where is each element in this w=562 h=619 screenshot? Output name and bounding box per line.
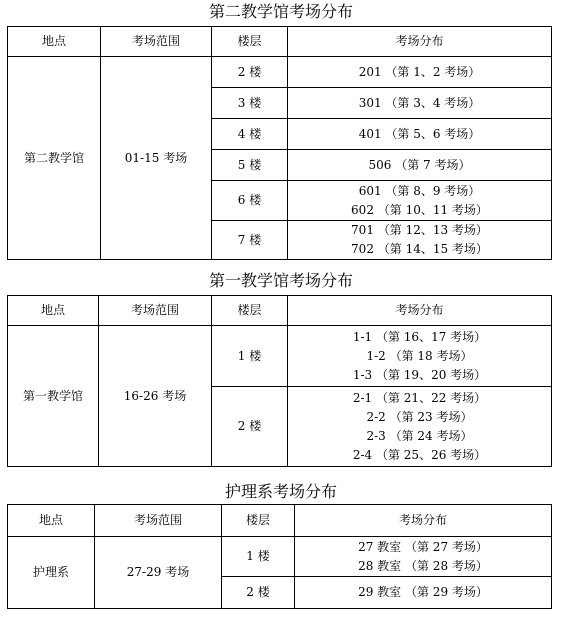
distribution-cell bbox=[288, 119, 552, 150]
room-line: 2-2 （第 23 考场） bbox=[366, 409, 473, 424]
distribution-cell bbox=[288, 88, 552, 119]
exam-table bbox=[7, 26, 552, 260]
header-floor: 楼层 bbox=[222, 505, 295, 537]
header-row bbox=[8, 505, 552, 537]
table-row bbox=[8, 57, 552, 88]
range-cell: 01-15 考场 bbox=[101, 57, 212, 260]
room-line: 201 （第 1、2 考场） bbox=[358, 64, 481, 79]
floor-cell: 5 楼 bbox=[212, 150, 288, 181]
header-row bbox=[8, 296, 552, 326]
floor-cell: 1 楼 bbox=[222, 537, 295, 577]
room-line: 29 教室 （第 29 考场） bbox=[358, 585, 488, 599]
range-cell: 16-26 考场 bbox=[99, 326, 212, 467]
room-line: 401 （第 5、6 考场） bbox=[358, 126, 481, 141]
table-row bbox=[8, 537, 552, 577]
location-cell: 护理系 bbox=[8, 537, 95, 609]
exam-table bbox=[7, 504, 552, 609]
header-distribution: 考场分布 bbox=[295, 505, 552, 537]
room-line: 506 （第 7 考场） bbox=[368, 157, 471, 172]
distribution-cell bbox=[288, 150, 552, 181]
room-line: 602 （第 10、11 考场） bbox=[351, 202, 488, 217]
section-title: 第一教学馆考场分布 bbox=[208, 271, 353, 290]
header-distribution: 考场分布 bbox=[288, 27, 552, 57]
floor-cell: 4 楼 bbox=[212, 119, 288, 150]
distribution-cell bbox=[288, 326, 552, 387]
room-line: 701 （第 12、13 考场） bbox=[351, 223, 488, 237]
room-line: 2-4 （第 25、26 考场） bbox=[352, 447, 487, 462]
room-line: 2-3 （第 24 考场） bbox=[366, 428, 473, 443]
room-line: 601 （第 8、9 考场） bbox=[358, 183, 481, 198]
room-line: 301 （第 3、4 考场） bbox=[358, 95, 481, 110]
header-distribution: 考场分布 bbox=[288, 296, 552, 326]
section-title: 护理系考场分布 bbox=[224, 482, 337, 501]
floor-cell: 1 楼 bbox=[212, 326, 288, 387]
floor-cell: 2 楼 bbox=[222, 577, 295, 609]
floor-cell: 2 楼 bbox=[212, 57, 288, 88]
room-line: 28 教室 （第 28 考场） bbox=[358, 558, 488, 573]
distribution-cell bbox=[288, 387, 552, 467]
header-range: 考场范围 bbox=[99, 296, 212, 326]
location-cell: 第二教学馆 bbox=[8, 57, 101, 260]
header-range: 考场范围 bbox=[101, 27, 212, 57]
distribution-cell bbox=[288, 181, 552, 221]
header-floor: 楼层 bbox=[212, 296, 288, 326]
room-line: 702 （第 14、15 考场） bbox=[351, 242, 488, 256]
floor-cell: 2 楼 bbox=[212, 387, 288, 467]
header-floor: 楼层 bbox=[212, 27, 288, 57]
room-line: 1-2 （第 18 考场） bbox=[366, 348, 473, 363]
floor-cell: 7 楼 bbox=[212, 221, 288, 260]
distribution-cell bbox=[288, 221, 552, 260]
floor-cell: 6 楼 bbox=[212, 181, 288, 221]
header-row bbox=[8, 27, 552, 57]
floor-cell: 3 楼 bbox=[212, 88, 288, 119]
header-location: 地点 bbox=[8, 505, 95, 537]
room-line: 27 教室 （第 27 考场） bbox=[358, 539, 488, 554]
distribution-cell bbox=[295, 537, 552, 577]
room-line: 1-3 （第 19、20 考场） bbox=[352, 367, 487, 382]
header-location: 地点 bbox=[8, 27, 101, 57]
range-cell: 27-29 考场 bbox=[95, 537, 222, 609]
distribution-cell bbox=[295, 577, 552, 609]
room-line: 1-1 （第 16、17 考场） bbox=[352, 329, 487, 344]
header-range: 考场范围 bbox=[95, 505, 222, 537]
table-row bbox=[8, 326, 552, 387]
exam-table bbox=[7, 295, 552, 467]
distribution-cell bbox=[288, 57, 552, 88]
room-line: 2-1 （第 21、22 考场） bbox=[352, 390, 487, 405]
section-title: 第二教学馆考场分布 bbox=[208, 2, 353, 21]
location-cell: 第一教学馆 bbox=[8, 326, 99, 467]
header-location: 地点 bbox=[8, 296, 99, 326]
